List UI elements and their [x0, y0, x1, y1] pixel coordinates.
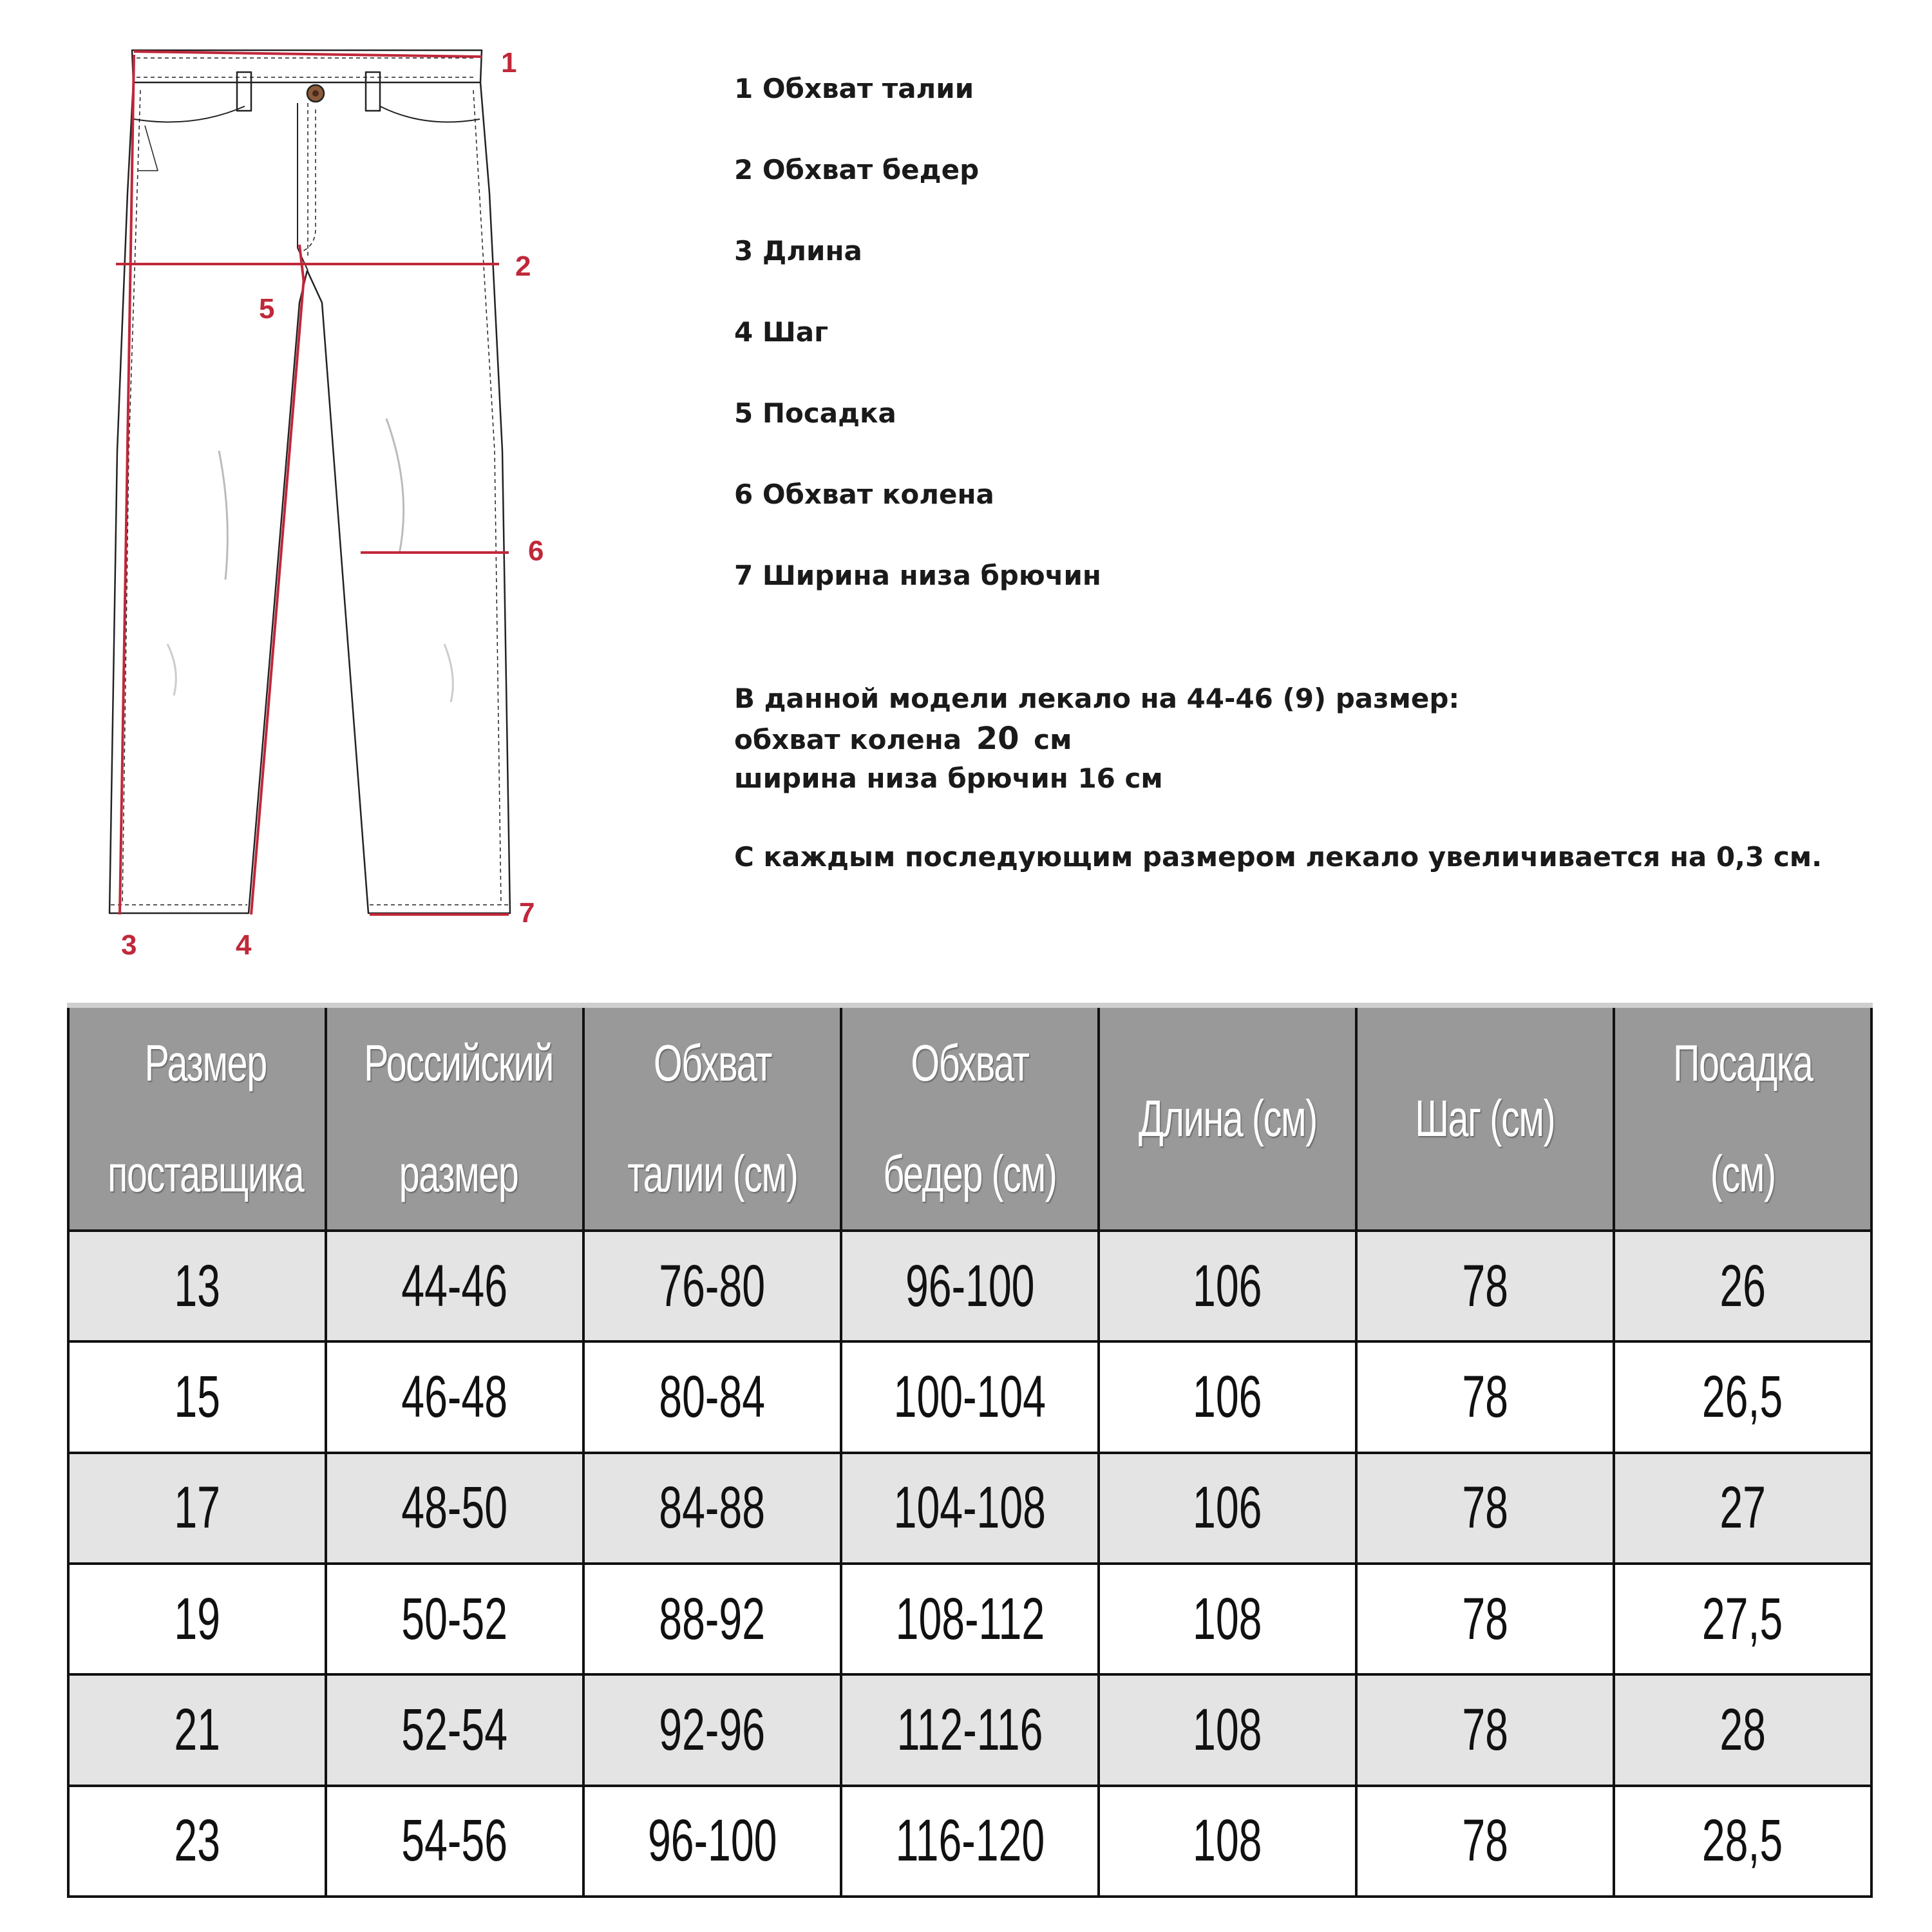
- note-knee-label: обхват колена: [734, 724, 962, 755]
- cell-hips: 100-104: [841, 1341, 1099, 1452]
- marker-5: 5: [259, 293, 275, 325]
- cell-inseam: 78: [1356, 1341, 1614, 1452]
- cell-length: 108: [1099, 1564, 1356, 1674]
- cell-hips: 104-108: [841, 1453, 1099, 1564]
- cell-rise: 27,5: [1614, 1564, 1871, 1674]
- table-row: [68, 1786, 1871, 1897]
- cell-supplier-size: 21: [68, 1674, 326, 1785]
- cell-supplier-size: 23: [68, 1786, 326, 1897]
- cell-supplier-size: 17: [68, 1453, 326, 1564]
- cell-russian-size: 50-52: [326, 1564, 583, 1674]
- legend-item-inseam: 4 Шаг: [734, 316, 829, 348]
- cell-hips: 116-120: [841, 1786, 1099, 1897]
- pants-sketch: [0, 0, 644, 966]
- note-increment: С каждым последующим размером лекало увеличивается на 0,3 см.: [734, 841, 1823, 873]
- cell-rise: 28,5: [1614, 1786, 1871, 1897]
- cell-inseam: 78: [1356, 1564, 1614, 1674]
- cell-length: 106: [1099, 1341, 1356, 1452]
- cell-waist: 96-100: [583, 1786, 841, 1897]
- size-table: [67, 1003, 1873, 1898]
- marker-7: 7: [519, 897, 535, 929]
- cell-inseam: 78: [1356, 1453, 1614, 1564]
- cell-length: 108: [1099, 1674, 1356, 1785]
- table-row: [68, 1231, 1871, 1341]
- cell-russian-size: 44-46: [326, 1231, 583, 1341]
- table-row: [68, 1564, 1871, 1674]
- legend-item-length: 3 Длина: [734, 235, 862, 267]
- cell-rise: 27: [1614, 1453, 1871, 1564]
- marker-2: 2: [515, 251, 531, 282]
- header-waist: Обхват талии (см): [583, 1005, 841, 1231]
- length-measure-line: [120, 55, 134, 914]
- cell-russian-size: 54-56: [326, 1786, 583, 1897]
- right-leg-outline: [307, 82, 510, 913]
- note-knee-unit: см: [1034, 724, 1072, 755]
- front-pocket-right: [380, 106, 480, 122]
- cell-hips: 96-100: [841, 1231, 1099, 1341]
- cell-inseam: 78: [1356, 1231, 1614, 1341]
- header-inseam: Шаг (см): [1356, 1005, 1614, 1231]
- cell-length: 108: [1099, 1786, 1356, 1897]
- marker-4: 4: [236, 929, 252, 961]
- cell-waist: 88-92: [583, 1564, 841, 1674]
- table-row: [68, 1453, 1871, 1564]
- note-hem-width: ширина низа брючин 16 см: [734, 762, 1163, 794]
- cell-supplier-size: 13: [68, 1231, 326, 1341]
- legend-item-hem: 7 Ширина низа брючин: [734, 560, 1101, 591]
- inseam-measure-line: [251, 277, 304, 914]
- cell-supplier-size: 19: [68, 1564, 326, 1674]
- cell-inseam: 78: [1356, 1786, 1614, 1897]
- marker-3: 3: [121, 929, 137, 961]
- note-knee-value: 20: [976, 721, 1019, 757]
- cell-russian-size: 46-48: [326, 1341, 583, 1452]
- model-note: [734, 679, 1906, 877]
- cell-supplier-size: 15: [68, 1341, 326, 1452]
- pants-diagram: [0, 0, 644, 966]
- legend-item-hips: 2 Обхват бедер: [734, 154, 980, 185]
- measurement-legend: [734, 70, 1893, 638]
- cell-waist: 76-80: [583, 1231, 841, 1341]
- cell-length: 106: [1099, 1453, 1356, 1564]
- header-hips: Обхват бедер (см): [841, 1005, 1099, 1231]
- cell-russian-size: 52-54: [326, 1674, 583, 1785]
- header-length: Длина (см): [1099, 1005, 1356, 1231]
- legend-item-waist: 1 Обхват талии: [734, 73, 974, 104]
- table-row: [68, 1341, 1871, 1452]
- cell-rise: 26,5: [1614, 1341, 1871, 1452]
- cell-russian-size: 48-50: [326, 1453, 583, 1564]
- legend-item-knee: 6 Обхват колена: [734, 478, 994, 510]
- cell-waist: 80-84: [583, 1341, 841, 1452]
- cell-waist: 92-96: [583, 1674, 841, 1785]
- header-russian-size: Российский размер: [326, 1005, 583, 1231]
- legend-item-rise: 5 Посадка: [734, 397, 896, 429]
- cell-hips: 108-112: [841, 1564, 1099, 1674]
- cell-length: 106: [1099, 1231, 1356, 1341]
- note-knee: [734, 719, 1906, 759]
- belt-loop: [237, 72, 251, 111]
- front-pocket-left: [134, 106, 245, 122]
- note-pattern-size: В данной модели лекало на 44-46 (9) размер:: [734, 683, 1460, 714]
- table-header-row: [68, 1005, 1871, 1231]
- cell-rise: 26: [1614, 1231, 1871, 1341]
- cell-hips: 112-116: [841, 1674, 1099, 1785]
- cell-waist: 84-88: [583, 1453, 841, 1564]
- header-supplier-size: Размер поставщика: [68, 1005, 326, 1231]
- marker-1: 1: [501, 47, 517, 79]
- cell-inseam: 78: [1356, 1674, 1614, 1785]
- header-rise: Посадка (см): [1614, 1005, 1871, 1231]
- left-leg-outline: [109, 82, 307, 913]
- cell-rise: 28: [1614, 1674, 1871, 1785]
- belt-loop: [366, 72, 380, 111]
- table-row: [68, 1674, 1871, 1785]
- waist-measure-line: [134, 52, 482, 57]
- marker-6: 6: [528, 535, 544, 567]
